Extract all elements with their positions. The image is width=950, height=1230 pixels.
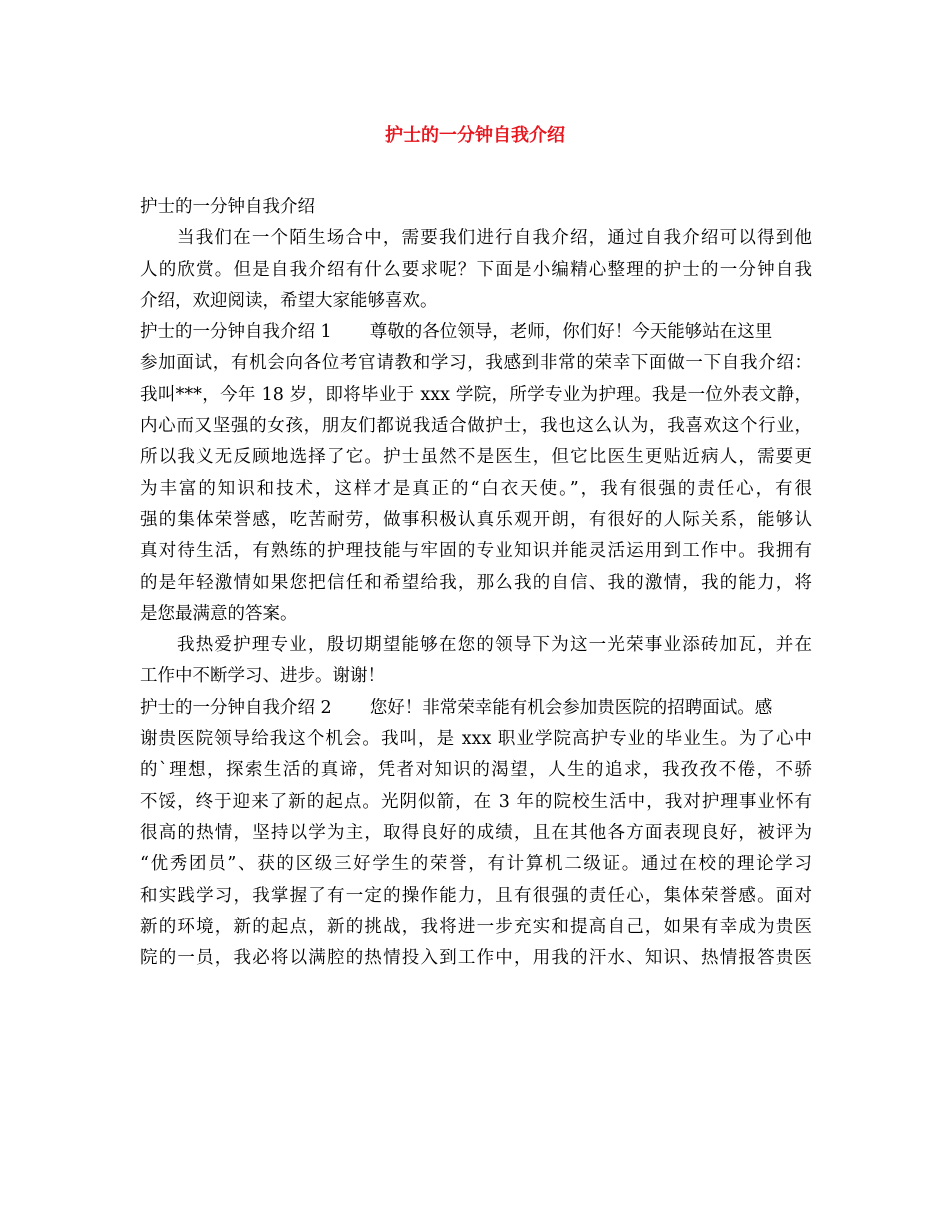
paragraph-line: 为丰富的知识和技术，这样才是真正的“白衣天使。”，我有很强的责任心，有很 xyxy=(140,478,812,499)
document-body xyxy=(140,192,812,974)
paragraph-line: 所以我义无反顾地选择了它。护士虽然不是医生，但它比医生更贴近病人，需要更 xyxy=(140,447,812,468)
paragraph-line: 的是年轻激情如果您把信任和希望给我，那么我的自信、我的激情，我的能力，将 xyxy=(140,572,812,593)
paragraph-line: 人的欣赏。但是自我介绍有什么要求呢？下面是小编精心整理的护士的一分钟自我 xyxy=(140,259,812,280)
paragraph-line: 当我们在一个陌生场合中，需要我们进行自我介绍，通过自我介绍可以得到他 xyxy=(177,228,812,249)
paragraph-line: 不馁，终于迎来了新的起点。光阴似箭，在 3 年的院校生活中，我对护理事业怀有 xyxy=(140,791,812,812)
paragraph-line-text: 您好！非常荣幸能有机会参加贵医院的招聘面试。感 xyxy=(369,697,773,718)
paragraph-line: 新的环境，新的起点，新的挑战，我将进一步充实和提高自己，如果有幸成为贵医 xyxy=(140,916,812,937)
intro-heading: 护士的一分钟自我介绍 xyxy=(140,197,315,217)
paragraph-line: 我叫***，今年 18 岁，即将毕业于 xxx 学院，所学专业为护理。我是一位外表文静， xyxy=(140,384,812,405)
paragraph-line: 工作中不断学习、进步。谢谢！ xyxy=(140,666,385,687)
paragraph-line: 是您最满意的答案。 xyxy=(140,603,298,624)
paragraph-line-text: 尊敬的各位领导，老师，你们好！今天能够站在这里 xyxy=(369,322,773,343)
paragraph-line: 介绍，欢迎阅读，希望大家能够喜欢。 xyxy=(140,290,438,311)
section-1-first-line xyxy=(140,317,812,348)
paragraph-line: 谢贵医院领导给我这个机会。我叫，是 xxx 职业学院高护专业的毕业生。为了心中 xyxy=(140,729,812,750)
document-title: 护士的一分钟自我介绍 xyxy=(385,125,565,146)
paragraph-line: 和实践学习，我掌握了有一定的操作能力，且有很强的责任心，集体荣誉感。面对 xyxy=(140,885,812,906)
paragraph-line: “优秀团员”、获的区级三好学生的荣誉，有计算机二级证。通过在校的理论学习 xyxy=(140,854,812,875)
paragraph-line: 真对待生活，有熟练的护理技能与牢固的专业知识并能灵活运用到工作中。我拥有 xyxy=(140,541,812,562)
paragraph-line: 院的一员，我必将以满腔的热情投入到工作中，用我的汗水、知识、热情报答贵医 xyxy=(140,948,812,969)
paragraph-line: 我热爱护理专业，殷切期望能够在您的领导下为这一光荣事业添砖加瓦，并在 xyxy=(177,635,812,656)
paragraph-line: 强的集体荣誉感，吃苦耐劳，做事积极认真乐观开朗，有很好的人际关系，能够认 xyxy=(140,509,812,530)
paragraph-line: 参加面试，有机会向各位考官请教和学习，我感到非常的荣幸下面做一下自我介绍： xyxy=(140,353,812,374)
section-2-label: 护士的一分钟自我介绍 2 xyxy=(140,697,332,718)
paragraph-line: 很高的热情，坚持以学为主，取得良好的成绩，且在其他各方面表现良好，被评为 xyxy=(140,822,812,843)
section-2-first-line xyxy=(140,693,812,724)
paragraph-line: 的`理想，探索生活的真谛，凭者对知识的渴望，人生的追求，我孜孜不倦，不骄 xyxy=(140,760,812,781)
paragraph-line: 内心而又坚强的女孩，朋友们都说我适合做护士，我也这么认为，我喜欢这个行业， xyxy=(140,416,812,437)
section-1-label: 护士的一分钟自我介绍 1 xyxy=(140,322,332,343)
